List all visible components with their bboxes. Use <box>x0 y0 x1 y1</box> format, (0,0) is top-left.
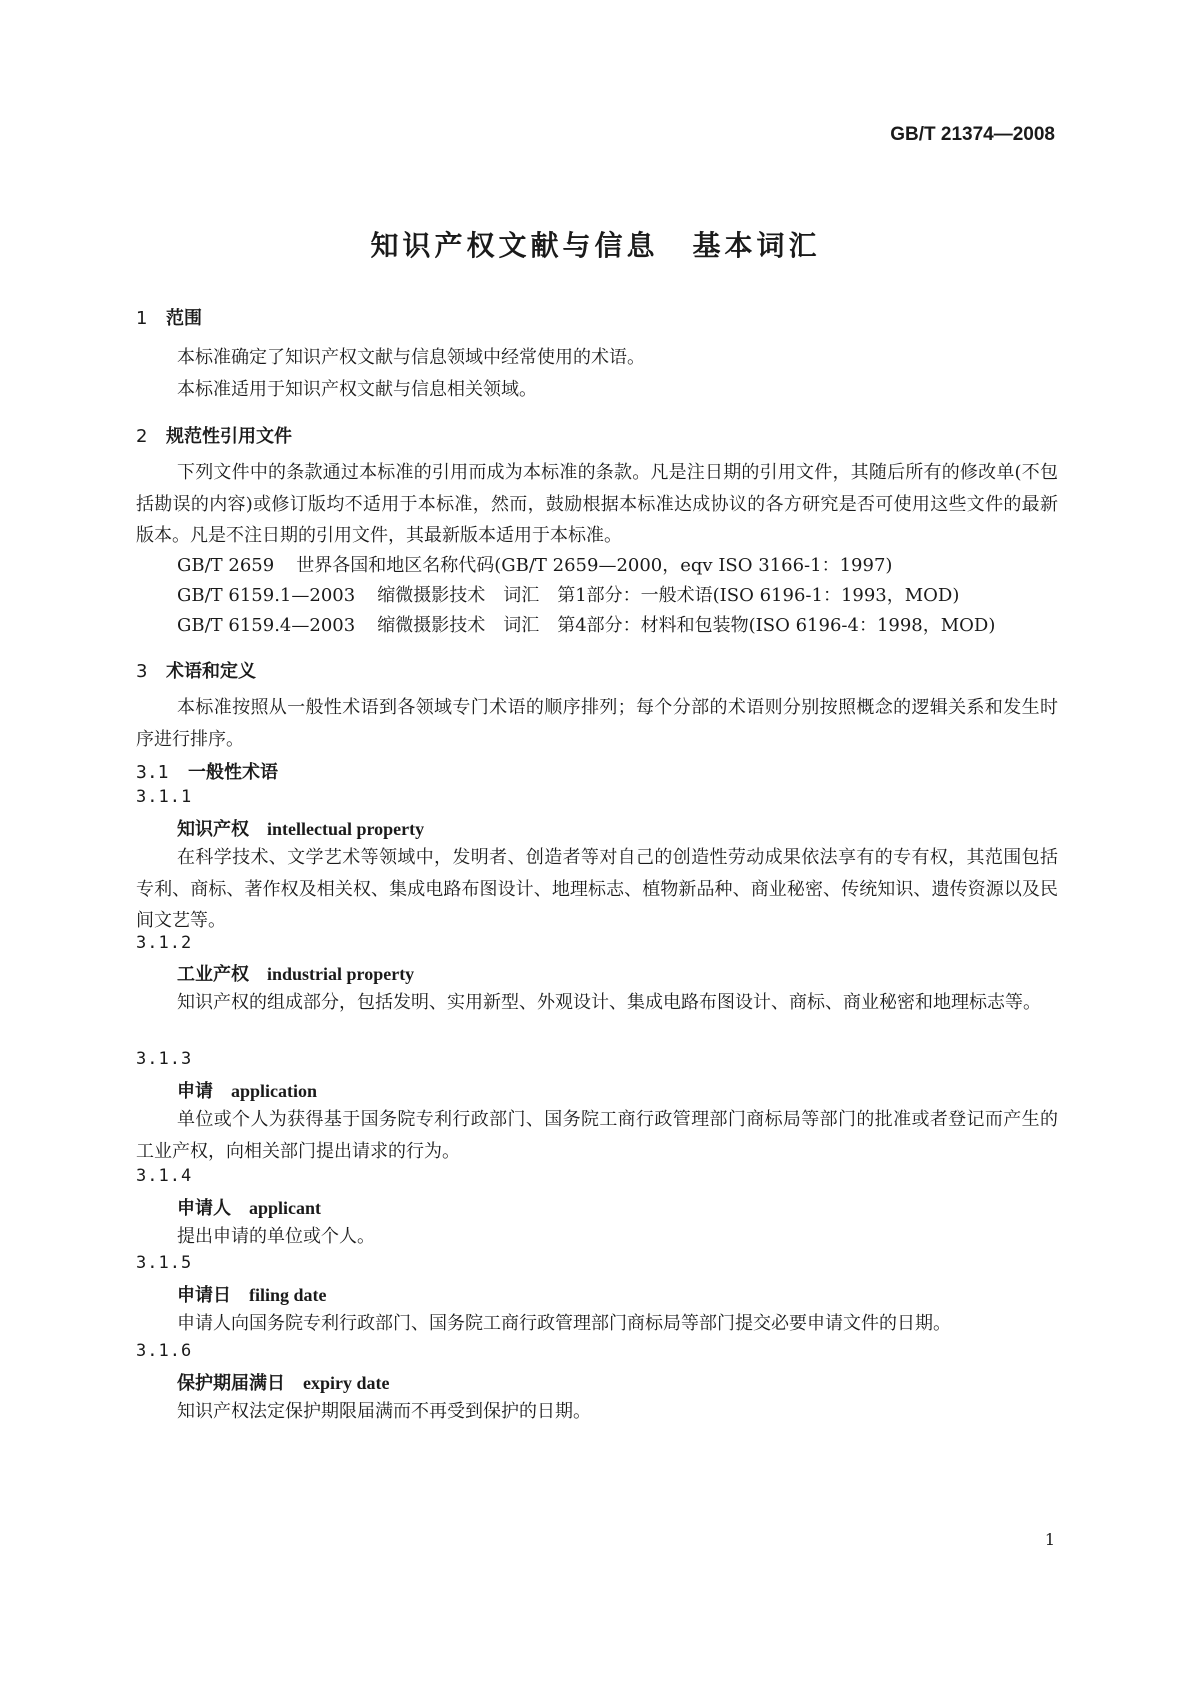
section-1-paragraph-2: 本标准适用于知识产权文献与信息相关领域。 <box>177 379 537 400</box>
reference-code: GB/T 6159.1—2003 <box>177 585 356 606</box>
term-zh: 工业产权 <box>177 964 249 985</box>
reference-code: GB/T 2659 <box>177 555 275 576</box>
normative-reference <box>177 581 959 607</box>
term-heading <box>177 815 424 841</box>
term-zh: 知识产权 <box>177 819 249 840</box>
section-3-intro: 本标准按照从一般性术语到各领域专门术语的顺序排列；每个分部的术语则分别按照概念的逻辑关系和发生时序进行排序。 <box>136 697 1058 750</box>
standard-number: GB/T 21374—2008 <box>890 124 1055 145</box>
section-title: 术语和定义 <box>166 661 256 682</box>
term-en: intellectual property <box>267 819 425 839</box>
section-1-paragraph-1: 本标准确定了知识产权文献与信息领域中经常使用的术语。 <box>177 347 645 368</box>
section-number: 1 <box>136 308 148 329</box>
term-number: 3.1.3 <box>136 1049 193 1069</box>
term-heading <box>177 1281 327 1307</box>
term-zh: 申请 <box>177 1081 213 1102</box>
document-title-main: 知识产权文献与信息 <box>370 229 659 262</box>
term-zh: 申请人 <box>177 1198 231 1219</box>
term-heading <box>177 1194 321 1220</box>
reference-title: 缩微摄影技术 词汇 第1部分：一般术语(ISO 6196-1：1993，MOD) <box>377 585 960 606</box>
term-zh: 保护期届满日 <box>177 1373 285 1394</box>
reference-title: 缩微摄影技术 词汇 第4部分：材料和包装物(ISO 6196-4：1998，MOD) <box>377 615 996 636</box>
term-heading <box>177 1077 317 1103</box>
term-number: 3.1.1 <box>136 787 193 807</box>
subsection-heading <box>136 758 278 784</box>
term-definition: 在科学技术、文学艺术等领域中，发明者、创造者等对自己的创造性劳动成果依法享有的专有权，其范围包括专利、商标、著作权及相关权、集成电路布图设计、地理标志、植物新品种、商业秘密、传统知识、遗传资源以及民间文艺等。 <box>136 847 1058 931</box>
subsection-title: 一般性术语 <box>188 762 278 783</box>
term-number: 3.1.6 <box>136 1341 193 1361</box>
term-heading <box>177 960 414 986</box>
section-number: 2 <box>136 426 148 447</box>
term-number: 3.1.5 <box>136 1253 193 1273</box>
term-en: expiry date <box>303 1373 390 1393</box>
term-definition: 提出申请的单位或个人。 <box>177 1226 375 1247</box>
section-title: 范围 <box>166 308 202 329</box>
term-number: 3.1.2 <box>136 933 193 953</box>
subsection-number: 3.1 <box>136 762 169 783</box>
term-definition: 知识产权的组成部分，包括发明、实用新型、外观设计、集成电路布图设计、商标、商业秘密和地理标志等。 <box>177 992 1041 1013</box>
term-definition: 知识产权法定保护期限届满而不再受到保护的日期。 <box>177 1401 591 1422</box>
term-definition: 申请人向国务院专利行政部门、国务院工商行政管理部门商标局等部门提交必要申请文件的日期。 <box>177 1313 951 1334</box>
term-number: 3.1.4 <box>136 1166 193 1186</box>
section-1-heading <box>136 304 202 330</box>
term-en: filing date <box>249 1285 327 1305</box>
term-definition: 单位或个人为获得基于国务院专利行政部门、国务院工商行政管理部门商标局等部门的批准或者登记而产生的工业产权，向相关部门提出请求的行为。 <box>136 1109 1058 1162</box>
section-3-heading <box>136 657 256 683</box>
document-title <box>0 224 1191 264</box>
term-heading <box>177 1369 389 1395</box>
section-2-heading <box>136 422 292 448</box>
term-en: application <box>231 1081 318 1101</box>
normative-reference <box>177 611 995 637</box>
term-zh: 申请日 <box>177 1285 231 1306</box>
reference-code: GB/T 6159.4—2003 <box>177 615 356 636</box>
reference-title: 世界各国和地区名称代码(GB/T 2659—2000，eqv ISO 3166-1：1997) <box>296 555 893 576</box>
section-number: 3 <box>136 661 148 682</box>
term-en: applicant <box>249 1198 322 1218</box>
document-title-sub: 基本词汇 <box>692 229 821 262</box>
section-2-intro: 下列文件中的条款通过本标准的引用而成为本标准的条款。凡是注日期的引用文件，其随后所有的修改单(不包括勘误的内容)或修订版均不适用于本标准，然而，鼓励根据本标准达成协议的各方研究是否可使用这些文件的最新版本。凡是不注日期的引用文件，其最新版本适用于本标准。 <box>136 462 1058 546</box>
term-en: industrial property <box>267 964 415 984</box>
section-title: 规范性引用文件 <box>166 426 292 447</box>
page-number: 1 <box>1044 1530 1055 1549</box>
normative-reference <box>177 551 892 577</box>
